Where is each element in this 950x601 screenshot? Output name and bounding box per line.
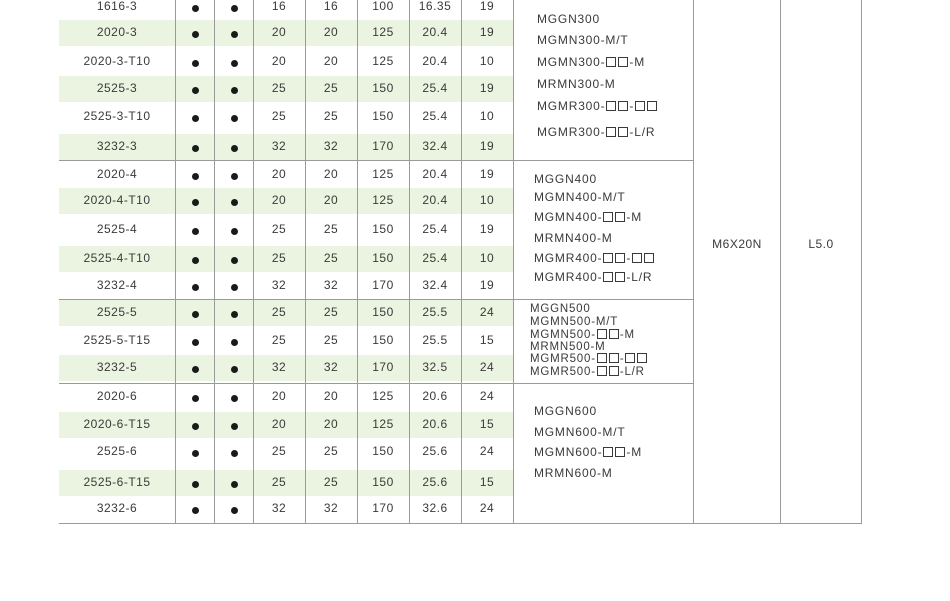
dimension-cell: 19 [479, 167, 495, 181]
dimension-cell: 20 [271, 193, 287, 207]
dimension-cell: 10 [479, 193, 495, 207]
blank-box-icon [603, 272, 613, 282]
dimension-cell: 25.4 [422, 251, 448, 265]
dimension-cell: 24 [479, 360, 495, 374]
availability-dot-icon [231, 339, 238, 346]
divider [780, 0, 781, 523]
dimension-cell: 32.4 [422, 278, 448, 292]
insert-model-prefix: MGMR300- [537, 125, 606, 139]
availability-dot-icon [231, 60, 238, 67]
divider [693, 0, 694, 523]
dimension-cell: 170 [372, 360, 394, 374]
insert-model-prefix: MGMN400-M/T [534, 190, 626, 204]
blank-box-icon [606, 127, 616, 137]
dimension-cell: 20.6 [422, 417, 448, 431]
insert-model-suffix: -M [629, 55, 646, 69]
dimension-cell: 15 [479, 333, 495, 347]
dimension-cell: 32 [271, 360, 287, 374]
dimension-cell: 25.4 [422, 222, 448, 236]
dimension-cell: 25.4 [422, 81, 448, 95]
insert-model-suffix: -L/R [626, 270, 653, 284]
availability-dot-icon [231, 87, 238, 94]
dimension-cell: 32.6 [422, 501, 448, 515]
availability-dot-icon [192, 199, 199, 206]
blank-box-icon [618, 101, 628, 111]
dimension-cell: 25.6 [422, 444, 448, 458]
blank-box-icon [603, 447, 613, 457]
insert-model-prefix: MGMR500- [530, 353, 596, 365]
dimension-cell: 150 [372, 222, 394, 236]
availability-dot-icon [231, 481, 238, 488]
holder-code-cell: 2525-3 [96, 81, 138, 95]
insert-model-label [530, 341, 606, 353]
blank-box-icon [609, 329, 619, 339]
blank-box-icon [606, 57, 616, 67]
holder-code-cell: 2525-4-T10 [83, 251, 151, 265]
dimension-cell: 20 [271, 54, 287, 68]
insert-model-prefix: MGMN500- [530, 329, 596, 341]
holder-code-cell: 2020-3 [96, 25, 138, 39]
dimension-cell: 25 [323, 251, 339, 265]
dimension-cell: 24 [479, 305, 495, 319]
insert-model-label [537, 77, 616, 91]
dimension-cell: 19 [479, 0, 495, 13]
dimension-cell: 20 [323, 389, 339, 403]
dimension-cell: 25 [323, 444, 339, 458]
insert-model-suffix: -M [626, 210, 643, 224]
insert-model-label [534, 231, 613, 245]
dimension-cell: 25 [323, 109, 339, 123]
holder-code-cell: 2525-6-T15 [83, 475, 151, 489]
dimension-cell: 10 [479, 54, 495, 68]
availability-dot-icon [192, 228, 199, 235]
insert-model-label [534, 270, 652, 284]
dimension-cell: 125 [372, 417, 394, 431]
availability-dot-icon [231, 507, 238, 514]
insert-model-separator: - [626, 251, 632, 265]
insert-model-label [534, 172, 597, 186]
availability-dot-icon [231, 173, 238, 180]
insert-model-label [534, 445, 642, 459]
dimension-cell: 25 [271, 333, 287, 347]
dimension-cell: 10 [479, 109, 495, 123]
dimension-cell: 125 [372, 167, 394, 181]
screw-cell: M6X20N [712, 237, 762, 251]
dimension-cell: 25 [271, 222, 287, 236]
dimension-cell: 32.4 [422, 139, 448, 153]
insert-model-prefix: MGMR300- [537, 99, 606, 113]
dimension-cell: 25.5 [422, 333, 448, 347]
availability-dot-icon [192, 450, 199, 457]
holder-code-cell: 3232-6 [96, 501, 138, 515]
dimension-cell: 32 [271, 501, 287, 515]
dimension-cell: 32 [323, 360, 339, 374]
dimension-cell: 19 [479, 139, 495, 153]
availability-dot-icon [231, 450, 238, 457]
availability-dot-icon [192, 257, 199, 264]
blank-box-icon [635, 101, 645, 111]
availability-dot-icon [192, 395, 199, 402]
dimension-cell: 170 [372, 278, 394, 292]
dimension-cell: 100 [372, 0, 394, 13]
table-bottom-border [59, 523, 862, 524]
blank-box-icon [609, 366, 619, 376]
availability-dot-icon [192, 423, 199, 430]
availability-dot-icon [231, 257, 238, 264]
divider [214, 0, 215, 523]
blank-box-icon [597, 329, 607, 339]
dimension-cell: 25 [271, 81, 287, 95]
insert-model-label [530, 329, 635, 341]
insert-model-prefix: MGGN500 [530, 303, 591, 315]
dimension-cell: 19 [479, 222, 495, 236]
dimension-cell: 32 [323, 501, 339, 515]
dimension-cell: 20 [271, 25, 287, 39]
availability-dot-icon [231, 31, 238, 38]
holder-code-cell: 2525-5-T15 [83, 333, 151, 347]
dimension-cell: 32.5 [422, 360, 448, 374]
dimension-cell: 150 [372, 81, 394, 95]
insert-model-label [530, 366, 645, 378]
blank-box-icon [603, 212, 613, 222]
holder-code-cell: 2525-3-T10 [83, 109, 151, 123]
dimension-cell: 25 [271, 251, 287, 265]
blank-box-icon [647, 101, 657, 111]
availability-dot-icon [231, 311, 238, 318]
insert-model-prefix: MGGN300 [537, 12, 600, 26]
dimension-cell: 16 [323, 0, 339, 13]
dimension-cell: 170 [372, 501, 394, 515]
availability-dot-icon [192, 87, 199, 94]
dimension-cell: 25 [323, 333, 339, 347]
dimension-cell: 25.6 [422, 475, 448, 489]
dimension-cell: 24 [479, 501, 495, 515]
blank-box-icon [603, 253, 613, 263]
insert-model-label [530, 316, 618, 328]
group-separator [59, 160, 694, 161]
insert-model-separator: - [619, 353, 625, 365]
availability-dot-icon [231, 115, 238, 122]
availability-dot-icon [192, 339, 199, 346]
insert-model-prefix: MGMN300-M/T [537, 33, 629, 47]
insert-model-prefix: MGGN600 [534, 404, 597, 418]
insert-model-prefix: MRMN600-M [534, 466, 613, 480]
holder-code-cell: 2020-3-T10 [83, 54, 151, 68]
blank-box-icon [625, 353, 635, 363]
blank-box-icon [597, 366, 607, 376]
availability-dot-icon [192, 311, 199, 318]
blank-box-icon [637, 353, 647, 363]
dimension-cell: 20.4 [422, 25, 448, 39]
insert-model-label [534, 425, 625, 439]
dimension-cell: 32 [323, 139, 339, 153]
blank-box-icon [615, 272, 625, 282]
insert-model-label [534, 251, 655, 265]
dimension-cell: 32 [271, 139, 287, 153]
insert-model-prefix: MRMN400-M [534, 231, 613, 245]
insert-model-prefix: MRMN500-M [530, 341, 606, 353]
insert-model-label [530, 303, 591, 315]
insert-model-suffix: -L/R [619, 366, 645, 378]
dimension-cell: 20 [323, 417, 339, 431]
dimension-cell: 20 [323, 193, 339, 207]
dimension-cell: 25.4 [422, 109, 448, 123]
availability-dot-icon [231, 5, 238, 12]
dimension-cell: 20 [271, 389, 287, 403]
wrench-cell: L5.0 [808, 237, 834, 251]
insert-model-label [530, 353, 648, 365]
holder-code-cell: 2525-6 [96, 444, 138, 458]
blank-box-icon [615, 447, 625, 457]
availability-dot-icon [192, 507, 199, 514]
insert-model-suffix: -M [626, 445, 643, 459]
blank-box-icon [618, 127, 628, 137]
dimension-cell: 20 [271, 417, 287, 431]
availability-dot-icon [192, 366, 199, 373]
insert-model-suffix: -L/R [629, 125, 656, 139]
insert-model-label [534, 466, 613, 480]
insert-model-prefix: MGGN400 [534, 172, 597, 186]
availability-dot-icon [192, 5, 199, 12]
availability-dot-icon [231, 228, 238, 235]
group-separator [59, 299, 694, 300]
availability-dot-icon [192, 173, 199, 180]
insert-model-prefix: MGMR400- [534, 251, 603, 265]
blank-box-icon [609, 353, 619, 363]
dimension-cell: 32 [323, 278, 339, 292]
divider [175, 0, 176, 523]
dimension-cell: 25 [271, 305, 287, 319]
availability-dot-icon [231, 145, 238, 152]
dimension-cell: 25.5 [422, 305, 448, 319]
dimension-cell: 20.4 [422, 193, 448, 207]
availability-dot-icon [231, 366, 238, 373]
dimension-cell: 20 [323, 167, 339, 181]
dimension-cell: 15 [479, 475, 495, 489]
availability-dot-icon [231, 423, 238, 430]
insert-model-label [537, 55, 645, 69]
dimension-cell: 25 [323, 81, 339, 95]
insert-model-prefix: MGMN600- [534, 445, 603, 459]
dimension-cell: 16.35 [418, 0, 452, 13]
divider [861, 0, 862, 523]
dimension-cell: 125 [372, 25, 394, 39]
dimension-cell: 125 [372, 54, 394, 68]
availability-dot-icon [192, 115, 199, 122]
holder-code-cell: 2525-4 [96, 222, 138, 236]
dimension-cell: 25 [323, 305, 339, 319]
dimension-cell: 20.4 [422, 167, 448, 181]
dimension-cell: 25 [271, 109, 287, 123]
holder-code-cell: 2020-4 [96, 167, 138, 181]
dimension-cell: 150 [372, 305, 394, 319]
holder-code-cell: 2525-5 [96, 305, 138, 319]
dimension-cell: 20.6 [422, 389, 448, 403]
divider [513, 0, 514, 523]
insert-model-label [537, 125, 655, 139]
dimension-cell: 16 [271, 0, 287, 13]
dimension-cell: 20.4 [422, 54, 448, 68]
availability-dot-icon [192, 284, 199, 291]
insert-model-prefix: MGMN300- [537, 55, 606, 69]
availability-dot-icon [192, 31, 199, 38]
dimension-cell: 150 [372, 333, 394, 347]
dimension-cell: 150 [372, 109, 394, 123]
availability-dot-icon [192, 481, 199, 488]
insert-model-prefix: MGMN600-M/T [534, 425, 626, 439]
insert-model-prefix: MGMR500- [530, 366, 596, 378]
insert-model-label [537, 99, 658, 113]
dimension-cell: 19 [479, 278, 495, 292]
holder-code-cell: 3232-4 [96, 278, 138, 292]
insert-model-label [534, 190, 625, 204]
dimension-cell: 25 [271, 444, 287, 458]
insert-model-label [537, 33, 628, 47]
dimension-cell: 20 [323, 54, 339, 68]
group-separator [59, 383, 694, 384]
blank-box-icon [606, 101, 616, 111]
dimension-cell: 20 [323, 25, 339, 39]
holder-code-cell: 3232-3 [96, 139, 138, 153]
dimension-cell: 150 [372, 475, 394, 489]
dimension-cell: 15 [479, 417, 495, 431]
availability-dot-icon [192, 145, 199, 152]
dimension-cell: 25 [323, 475, 339, 489]
availability-dot-icon [192, 60, 199, 67]
blank-box-icon [615, 212, 625, 222]
dimension-cell: 24 [479, 389, 495, 403]
holder-code-cell: 2020-6-T15 [83, 417, 151, 431]
dimension-cell: 24 [479, 444, 495, 458]
dimension-cell: 25 [323, 222, 339, 236]
dimension-cell: 125 [372, 389, 394, 403]
blank-box-icon [615, 253, 625, 263]
holder-code-cell: 3232-5 [96, 360, 138, 374]
insert-model-prefix: MGMN500-M/T [530, 316, 619, 328]
insert-model-label [534, 210, 642, 224]
availability-dot-icon [231, 284, 238, 291]
insert-model-separator: - [629, 99, 635, 113]
dimension-cell: 25 [271, 475, 287, 489]
insert-model-prefix: MGMR400- [534, 270, 603, 284]
insert-model-label [534, 404, 597, 418]
dimension-cell: 125 [372, 193, 394, 207]
dimension-cell: 32 [271, 278, 287, 292]
holder-code-cell: 2020-6 [96, 389, 138, 403]
dimension-cell: 19 [479, 25, 495, 39]
insert-model-suffix: -M [619, 329, 635, 341]
dimension-cell: 150 [372, 251, 394, 265]
insert-model-prefix: MRMN300-M [537, 77, 616, 91]
insert-model-prefix: MGMN400- [534, 210, 603, 224]
blank-box-icon [632, 253, 642, 263]
holder-code-cell: 1616-3 [96, 0, 138, 13]
dimension-cell: 170 [372, 139, 394, 153]
dimension-cell: 19 [479, 81, 495, 95]
blank-box-icon [597, 353, 607, 363]
availability-dot-icon [231, 199, 238, 206]
dimension-cell: 10 [479, 251, 495, 265]
availability-dot-icon [231, 395, 238, 402]
holder-code-cell: 2020-4-T10 [83, 193, 151, 207]
dimension-cell: 150 [372, 444, 394, 458]
insert-model-label [537, 12, 600, 26]
blank-box-icon [644, 253, 654, 263]
dimension-cell: 20 [271, 167, 287, 181]
blank-box-icon [618, 57, 628, 67]
